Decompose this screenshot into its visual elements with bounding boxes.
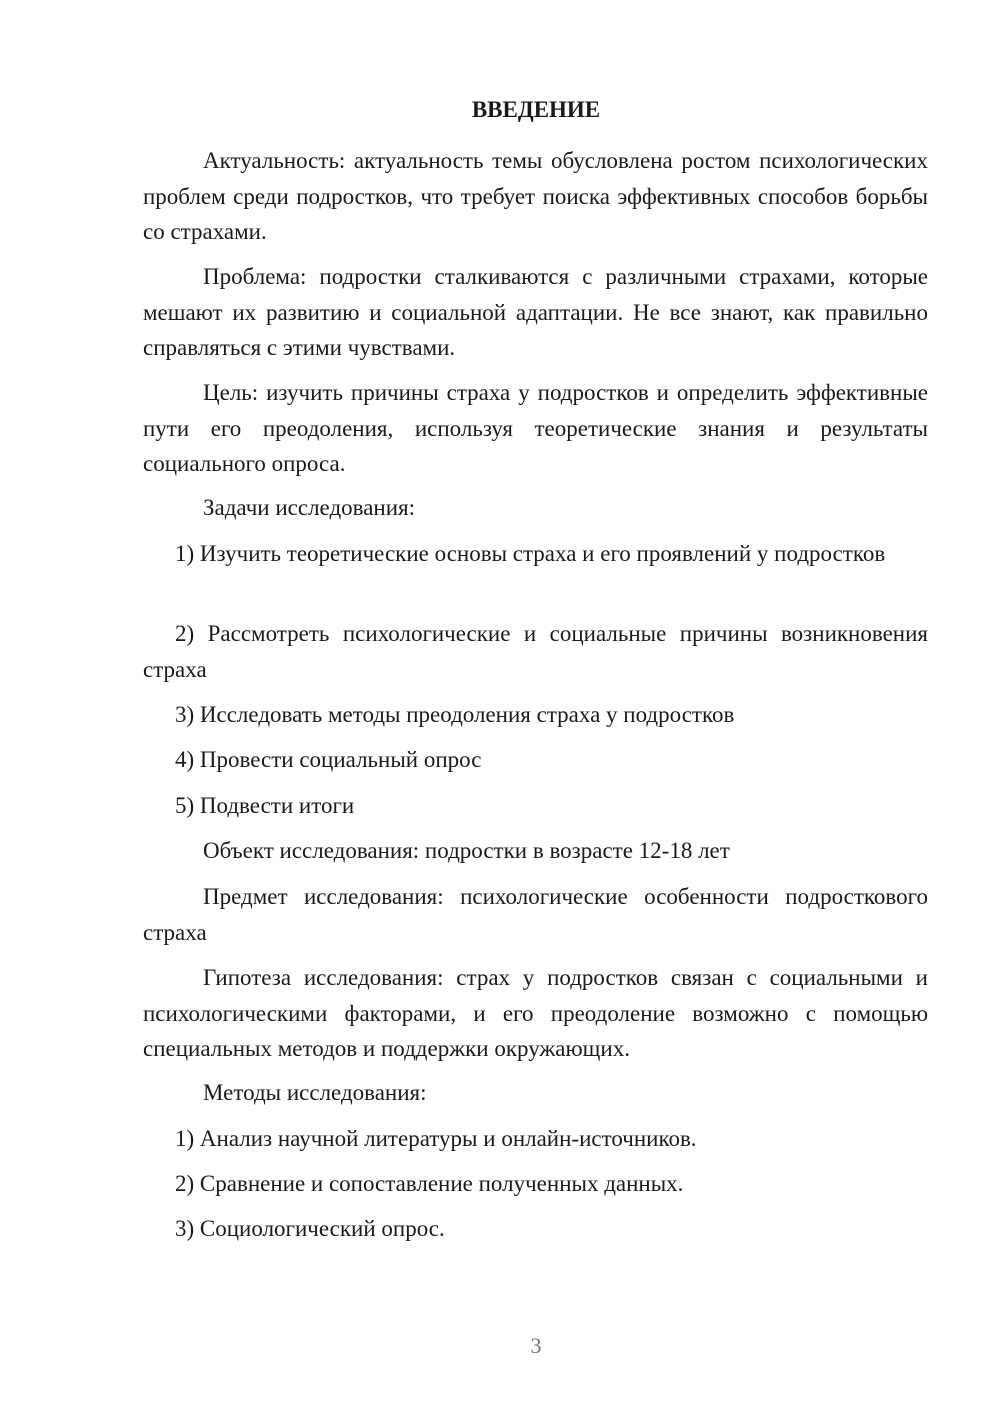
- paragraph-hypothesis: Гипотеза исследования: страх у подростков связан с социальными и психологическими факторами, и его преодоление возможно с помощью специальных методов и поддержки окружающих.: [143, 965, 928, 1061]
- paragraph-goal: Цель: изучить причины страха у подростков и определить эффективные пути его преодоления, используя теоретические знания и результаты социального опроса.: [143, 380, 928, 476]
- method-item-3: 3) Социологический опрос.: [175, 1216, 445, 1241]
- task-item-3: 3) Исследовать методы преодоления страха у подростков: [175, 702, 735, 727]
- paragraph-subject: Предмет исследования: психологические особенности подросткового страха: [143, 884, 928, 945]
- paragraph-relevance: Актуальность: актуальность темы обусловлена ростом психологических проблем среди подростков, что требует поиска эффективных способов борьбы со страхами.: [143, 148, 928, 244]
- task-item-2: 2) Рассмотреть психологические и социальные причины возникновения страха: [143, 621, 928, 682]
- paragraph-problem: Проблема: подростки сталкиваются с различными страхами, которые мешают их развитию и социальной адаптации. Не все знают, как правильно справляться с этими чувствами.: [143, 264, 928, 360]
- methods-heading: Методы исследования:: [203, 1080, 427, 1105]
- tasks-heading: Задачи исследования:: [203, 495, 416, 520]
- page-title: ВВЕДЕНИЕ: [471, 97, 601, 122]
- method-item-2: 2) Сравнение и сопоставление полученных данных.: [175, 1171, 684, 1196]
- method-item-1: 1) Анализ научной литературы и онлайн-источников.: [175, 1126, 697, 1151]
- task-item-5: 5) Подвести итоги: [175, 793, 355, 818]
- page-number: 3: [530, 1333, 542, 1358]
- paragraph-object: Объект исследования: подростки в возрасте 12-18 лет: [203, 838, 730, 863]
- task-item-1: 1) Изучить теоретические основы страха и его проявлений у подростков: [175, 541, 886, 566]
- task-item-4: 4) Провести социальный опрос: [175, 747, 482, 772]
